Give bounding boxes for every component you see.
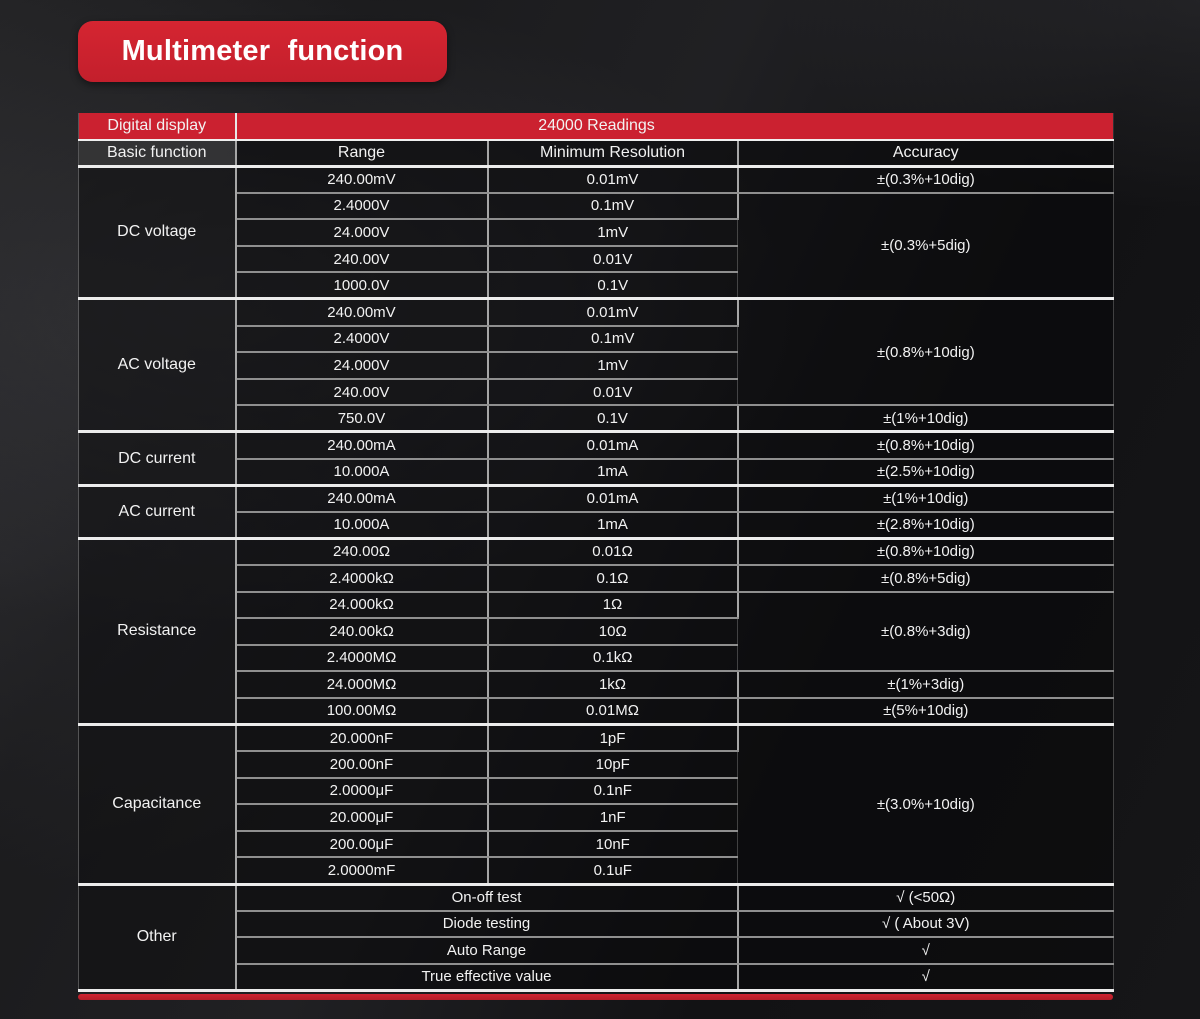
function-label: AC current bbox=[79, 485, 236, 538]
range-cell: 240.00mA bbox=[236, 432, 488, 459]
range-cell: 240.00Ω bbox=[236, 538, 488, 565]
range-cell: 240.00mV bbox=[236, 166, 488, 193]
test-label: On-off test bbox=[236, 884, 738, 911]
title-banner bbox=[78, 21, 447, 82]
digital-display-label: Digital display bbox=[79, 113, 236, 140]
range-cell: 2.4000V bbox=[236, 326, 488, 353]
resolution-cell: 1kΩ bbox=[488, 671, 738, 698]
range-cell: 750.0V bbox=[236, 405, 488, 432]
function-label: DC current bbox=[79, 432, 236, 485]
accuracy-cell: ±(0.8%+10dig) bbox=[738, 538, 1114, 565]
function-label: AC voltage bbox=[79, 299, 236, 432]
accuracy-cell: ±(0.8%+5dig) bbox=[738, 565, 1114, 592]
resolution-cell: 0.01MΩ bbox=[488, 698, 738, 725]
resolution-cell: 1mA bbox=[488, 459, 738, 486]
accuracy-cell: ±(3.0%+10dig) bbox=[738, 724, 1114, 884]
range-cell: 2.4000kΩ bbox=[236, 565, 488, 592]
range-cell: 240.00kΩ bbox=[236, 618, 488, 645]
col-header-range: Range bbox=[236, 140, 488, 166]
col-header-accuracy: Accuracy bbox=[738, 140, 1114, 166]
col-header-basic-function: Basic function bbox=[79, 140, 236, 166]
resolution-cell: 0.01V bbox=[488, 379, 738, 406]
resolution-cell: 1Ω bbox=[488, 592, 738, 619]
accuracy-cell: ±(0.3%+10dig) bbox=[738, 166, 1114, 193]
range-cell: 24.000kΩ bbox=[236, 592, 488, 619]
spec-table-container bbox=[78, 113, 1113, 1000]
accuracy-cell: ±(2.5%+10dig) bbox=[738, 459, 1114, 486]
resolution-cell: 10Ω bbox=[488, 618, 738, 645]
resolution-cell: 0.01mA bbox=[488, 432, 738, 459]
bottom-accent-bar bbox=[78, 994, 1113, 1000]
range-cell: 240.00V bbox=[236, 246, 488, 273]
resolution-cell: 0.01mA bbox=[488, 485, 738, 512]
resolution-cell: 0.1mV bbox=[488, 193, 738, 220]
accuracy-cell: ±(0.8%+10dig) bbox=[738, 432, 1114, 459]
range-cell: 2.0000μF bbox=[236, 778, 488, 805]
range-cell: 2.4000MΩ bbox=[236, 645, 488, 672]
range-cell: 240.00V bbox=[236, 379, 488, 406]
resolution-cell: 0.1V bbox=[488, 272, 738, 299]
accuracy-cell: ±(2.8%+10dig) bbox=[738, 512, 1114, 539]
resolution-cell: 1mV bbox=[488, 352, 738, 379]
column-header-row bbox=[79, 140, 1114, 166]
resolution-cell: 0.01Ω bbox=[488, 538, 738, 565]
range-cell: 10.000A bbox=[236, 459, 488, 486]
result-cell: √ bbox=[738, 964, 1114, 991]
range-cell: 240.00mA bbox=[236, 485, 488, 512]
range-cell: 20.000nF bbox=[236, 724, 488, 751]
function-label: Other bbox=[79, 884, 236, 990]
accuracy-cell: ±(0.3%+5dig) bbox=[738, 193, 1114, 299]
table-row bbox=[79, 166, 1114, 193]
table-row bbox=[79, 724, 1114, 751]
digital-display-row bbox=[79, 113, 1114, 140]
range-cell: 200.00nF bbox=[236, 751, 488, 778]
range-cell: 2.0000mF bbox=[236, 857, 488, 884]
range-cell: 24.000MΩ bbox=[236, 671, 488, 698]
range-cell: 10.000A bbox=[236, 512, 488, 539]
function-label: Resistance bbox=[79, 538, 236, 724]
accuracy-cell: ±(0.8%+3dig) bbox=[738, 592, 1114, 672]
table-row bbox=[79, 538, 1114, 565]
test-label: Auto Range bbox=[236, 937, 738, 964]
resolution-cell: 1mV bbox=[488, 219, 738, 246]
page-title: Multimeter function bbox=[121, 35, 404, 67]
range-cell: 240.00mV bbox=[236, 299, 488, 326]
accuracy-cell: ±(5%+10dig) bbox=[738, 698, 1114, 725]
range-cell: 200.00μF bbox=[236, 831, 488, 858]
readings-cell bbox=[236, 113, 1114, 140]
accuracy-cell: ±(1%+10dig) bbox=[738, 405, 1114, 432]
resolution-cell: 1nF bbox=[488, 804, 738, 831]
resolution-cell: 0.01mV bbox=[488, 299, 738, 326]
resolution-cell: 0.1V bbox=[488, 405, 738, 432]
table-row bbox=[79, 432, 1114, 459]
result-cell: √ (<50Ω) bbox=[738, 884, 1114, 911]
range-cell: 100.00MΩ bbox=[236, 698, 488, 725]
resolution-cell: 0.1Ω bbox=[488, 565, 738, 592]
range-cell: 24.000V bbox=[236, 219, 488, 246]
multimeter-spec-table bbox=[78, 113, 1114, 992]
resolution-cell: 0.1mV bbox=[488, 326, 738, 353]
resolution-cell: 0.1uF bbox=[488, 857, 738, 884]
resolution-cell: 0.01mV bbox=[488, 166, 738, 193]
result-cell: √ bbox=[738, 937, 1114, 964]
col-header-resolution: Minimum Resolution bbox=[488, 140, 738, 166]
result-cell: √ ( About 3V) bbox=[738, 911, 1114, 938]
resolution-cell: 1pF bbox=[488, 724, 738, 751]
range-cell: 2.4000V bbox=[236, 193, 488, 220]
accuracy-cell: ±(1%+3dig) bbox=[738, 671, 1114, 698]
function-label: Capacitance bbox=[79, 724, 236, 884]
range-cell: 1000.0V bbox=[236, 272, 488, 299]
function-label: DC voltage bbox=[79, 166, 236, 299]
range-cell: 24.000V bbox=[236, 352, 488, 379]
resolution-cell: 0.1kΩ bbox=[488, 645, 738, 672]
test-label: True effective value bbox=[236, 964, 738, 991]
resolution-cell: 10nF bbox=[488, 831, 738, 858]
table-row bbox=[79, 485, 1114, 512]
resolution-cell: 0.01V bbox=[488, 246, 738, 273]
resolution-cell: 0.1nF bbox=[488, 778, 738, 805]
resolution-cell: 1mA bbox=[488, 512, 738, 539]
resolution-cell: 10pF bbox=[488, 751, 738, 778]
readings-value: 24000 Readings bbox=[538, 117, 655, 134]
accuracy-cell: ±(0.8%+10dig) bbox=[738, 299, 1114, 405]
accuracy-cell: ±(1%+10dig) bbox=[738, 485, 1114, 512]
table-row bbox=[79, 884, 1114, 911]
test-label: Diode testing bbox=[236, 911, 738, 938]
table-row bbox=[79, 299, 1114, 326]
range-cell: 20.000μF bbox=[236, 804, 488, 831]
